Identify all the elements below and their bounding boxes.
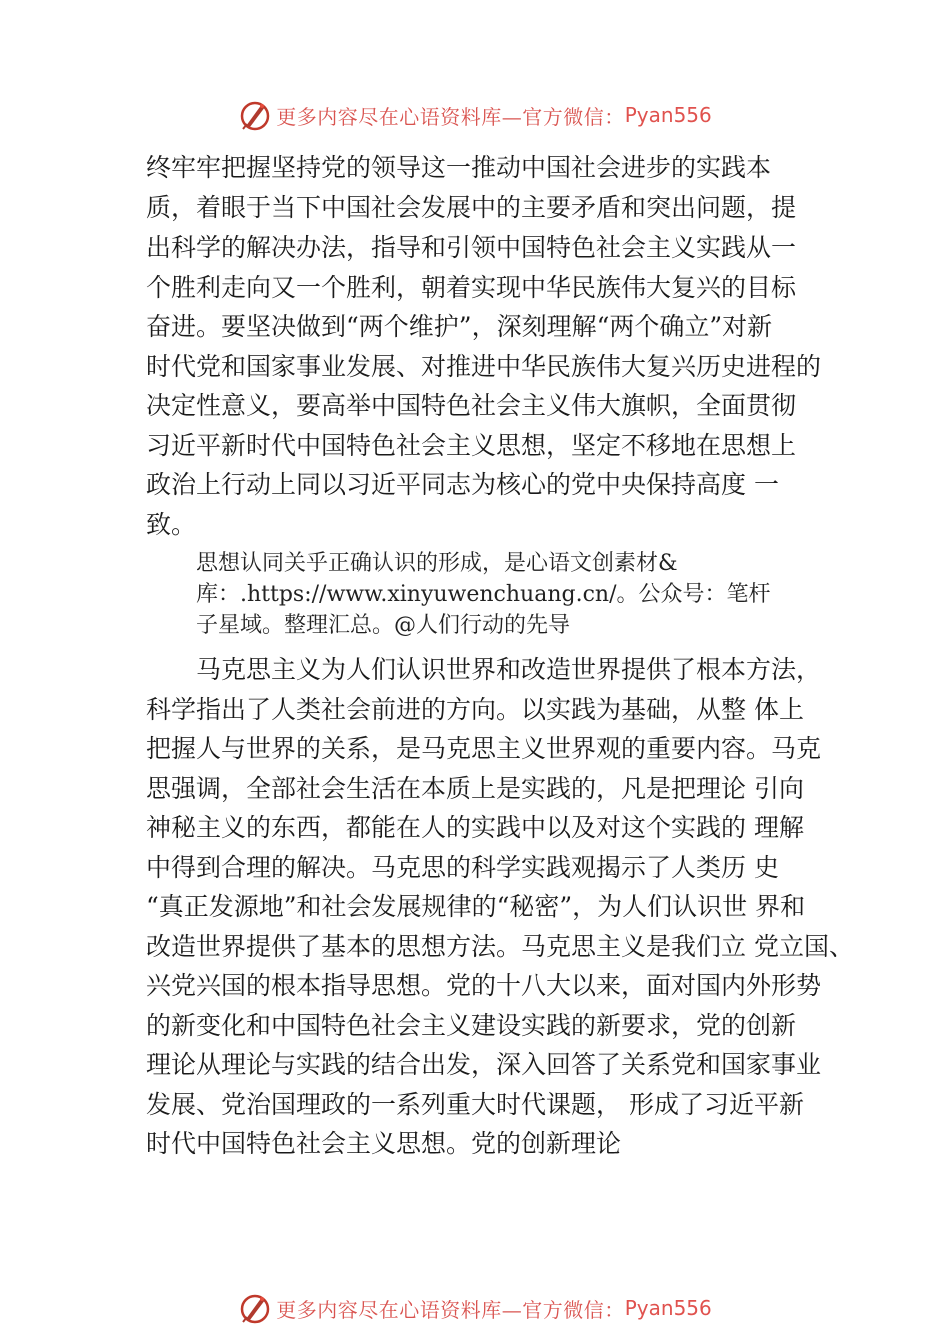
paragraph2-line: 改造世界提供了基本的思想方法。马克思主义是我们立 党立国、: [146, 932, 854, 961]
paragraph1-line: 时代党和国家事业发展、对推进中华民族伟大复兴历史进程的: [146, 352, 822, 381]
quill-pen-circle-icon: [238, 1291, 272, 1325]
footer-brand-text: 更多内容尽在心语资料库—官方微信：: [276, 1297, 625, 1322]
header-wechat-handle: Pyan556: [624, 103, 712, 127]
paragraph2-line: 马克思主义为人们认识世界和改造世界提供了根本方法，: [196, 655, 822, 684]
paragraph1-line: 奋进。要坚决做到“两个维护”，深刻理解“两个确立”对新: [146, 312, 773, 341]
paragraph2-line: 的新变化和中国特色社会主义建设实践的新要求，党的创新: [146, 1011, 797, 1040]
quill-pen-circle-icon: [238, 98, 272, 132]
paragraph2-line: 时代中国特色社会主义思想。党的创新理论: [146, 1129, 622, 1158]
header-brand-text: 更多内容尽在心语资料库—官方微信：: [276, 104, 625, 129]
paragraph1-line: 质，着眼于当下中国社会发展中的主要矛盾和突出问题，提: [146, 193, 797, 222]
paragraph2-line: 中得到合理的解决。马克思的科学实践观揭示了人类历 史: [146, 853, 779, 882]
paragraph2-line: 兴党兴国的根本指导思想。党的十八大以来，面对国内外形势: [146, 971, 822, 1000]
paragraph1-line: 个胜利走向又一个胜利，朝着实现中华民族伟大复兴的目标: [146, 273, 797, 302]
paragraph2-line: 把握人与世界的关系，是马克思主义世界观的重要内容。马克: [146, 734, 822, 763]
paragraph1-line: 习近平新时代中国特色社会主义思想，坚定不移地在思想上: [146, 431, 797, 460]
paragraph2-line: “真正发源地”和社会发展规律的“秘密”，为人们认识世 界和: [146, 892, 806, 921]
paragraph2-line: 科学指出了人类社会前进的方向。以实践为基础，从整 体上: [146, 695, 804, 724]
footer-wechat-handle: Pyan556: [624, 1296, 712, 1320]
watermark-note-line: 子星域。整理汇总。@人们行动的先导: [196, 613, 571, 638]
paragraph1-line: 决定性意义，要高举中国特色社会主义伟大旗帜，全面贯彻: [146, 391, 797, 420]
header-banner: [0, 95, 950, 135]
paragraph2-line: 发展、党治国理政的一系列重大时代课题， 形成了习近平新: [146, 1090, 804, 1119]
watermark-note-line: 库：.https://www.xinyuwenchuang.cn/。公众号：笔杆: [196, 582, 771, 607]
paragraph1-line: 政治上行动上同以习近平同志为核心的党中央保持高度 一: [146, 470, 779, 499]
paragraph1-line: 致。: [146, 510, 197, 539]
footer-banner: [0, 1288, 950, 1328]
paragraph1-line: 终牢牢把握坚持党的领导这一推动中国社会进步的实践本: [146, 153, 772, 182]
paragraph2-line: 理论从理论与实践的结合出发，深入回答了关系党和国家事业: [146, 1050, 822, 1079]
watermark-note-line: 思想认同关乎正确认识的形成，是心语文创素材&: [196, 551, 678, 576]
paragraph2-line: 神秘主义的东西，都能在人的实践中以及对这个实践的 理解: [146, 813, 804, 842]
paragraph2-line: 思强调，全部社会生活在本质上是实践的，凡是把理论 引向: [146, 774, 804, 803]
paragraph1-line: 出科学的解决办法，指导和引领中国特色社会主义实践从一: [146, 233, 797, 262]
